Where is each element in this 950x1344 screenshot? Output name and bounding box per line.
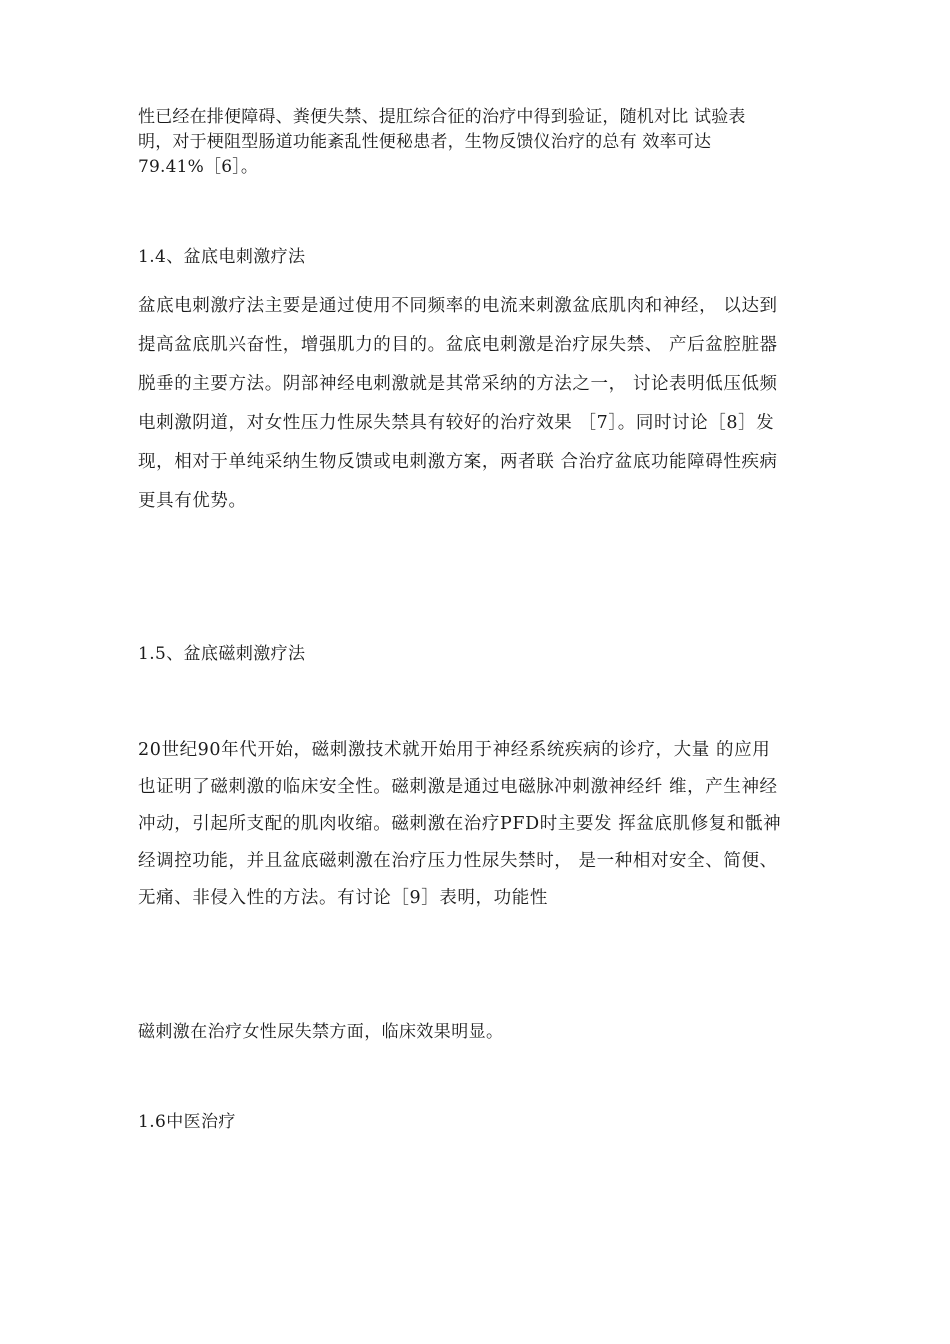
text-line: 也证明了磁刺激的临床安全性。磁刺激是通过电磁脉冲刺激神经纤 维，产生神经 (138, 777, 778, 797)
section-heading-1-5: 1.5、盆底磁刺激疗法 (138, 644, 306, 664)
section-heading-1-6: 1.6中医治疗 (138, 1112, 236, 1132)
text-line: 脱垂的主要方法。阴部神经电刺激就是其常采纳的方法之一， 讨论表明低压低频 (138, 374, 778, 394)
text-line: 明，对于梗阻型肠道功能紊乱性便秘患者，生物反馈仪治疗的总有 效率可达 (138, 132, 712, 152)
paragraph-1-5-end: 磁刺激在治疗女性尿失禁方面，临床效果明显。 (138, 1022, 504, 1042)
paragraph-1-4 (138, 287, 833, 521)
text-line: 盆底电刺激疗法主要是通过使用不同频率的电流来刺激盆底肌肉和神经， 以达到 (138, 296, 778, 316)
paragraph-intro (138, 105, 833, 180)
text-line: 经调控功能，并且盆底磁刺激在治疗压力性尿失禁时， 是一种相对安全、简便、 (138, 851, 778, 871)
text-line: 79.41%［6］。 (138, 157, 259, 177)
text-line: 电刺激阴道，对女性压力性尿失禁具有较好的治疗效果 ［7］。同时讨论［8］发 (138, 413, 775, 433)
text-line: 现，相对于单纯采纳生物反馈或电刺激方案，两者联 合治疗盆底功能障碍性疾病 (138, 452, 778, 472)
paragraph-1-5 (138, 732, 833, 917)
text-line: 性已经在排便障碍、粪便失禁、提肛综合征的治疗中得到验证，随机对比 试验表 (138, 107, 746, 127)
text-line: 无痛、非侵入性的方法。有讨论［9］表明，功能性 (138, 888, 548, 908)
text-line: 冲动，引起所支配的肌肉收缩。磁刺激在治疗PFD时主要发 挥盆底肌修复和骶神 (138, 814, 782, 834)
text-line: 20世纪90年代开始，磁刺激技术就开始用于神经系统疾病的诊疗，大量 的应用 (138, 740, 771, 760)
text-line: 提高盆底肌兴奋性，增强肌力的目的。盆底电刺激是治疗尿失禁、 产后盆腔脏器 (138, 335, 778, 355)
text-line: 更具有优势。 (138, 491, 247, 511)
section-heading-1-4: 1.4、盆底电刺激疗法 (138, 247, 306, 267)
